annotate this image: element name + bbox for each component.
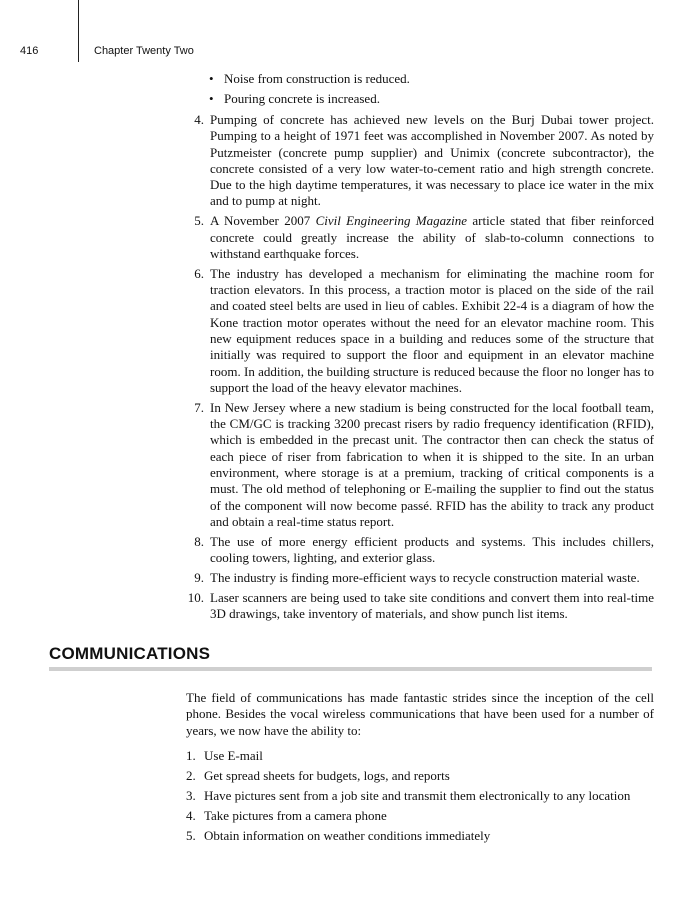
header-divider bbox=[78, 0, 79, 62]
item-number: 2. bbox=[186, 768, 196, 784]
item-number: 4. bbox=[186, 808, 196, 824]
bullet-item bbox=[200, 91, 654, 107]
list-item bbox=[186, 788, 654, 804]
item-number: 3. bbox=[186, 788, 196, 804]
magazine-title: Civil Engineering Magazine bbox=[315, 213, 468, 229]
item-text: In New Jersey where a new stadium is being constructed for the local football team, the CM/GC is tracking 3200 precast risers by radio frequency identification (RFID), which is embedded in the precast unit. The contractor then can check the status of each piece of riser from fabrication to when it is shipped to the site. In an urban environment, where storage is at a premium, tracking of critical components is a must. The old method of telephoning or E-mailing the supplier to find out the status of the component will now become passé. RFID has the ability to track any product and obtain a real-time status report. bbox=[210, 399, 654, 529]
item-text: Obtain information on weather conditions immediately bbox=[204, 828, 491, 844]
item-number: 1. bbox=[186, 748, 196, 763]
bullet-item bbox=[200, 71, 654, 87]
capabilities-list bbox=[186, 748, 654, 848]
list-item bbox=[186, 400, 654, 530]
item-text: Use E-mail bbox=[204, 748, 263, 763]
list-item bbox=[186, 828, 654, 844]
item-number: 9. bbox=[194, 569, 204, 585]
list-item bbox=[186, 748, 654, 764]
list-item bbox=[186, 266, 654, 396]
bullet-icon: • bbox=[209, 91, 214, 107]
item-text: Have pictures sent from a job site and transmit them electronically to any location bbox=[204, 788, 631, 804]
item-text: Pumping of concrete has achieved new levels on the Burj Dubai tower project. Pumping to a height of 1971 feet was accomplished in November 2007. As noted by Putzmeister (concrete pump supplier) and Unimix (concrete subcontractor), the concrete consisted of a very low water-to-cement ratio and high strength concrete. Due to the high daytime temperatures, it was necessary to place ice water in the mix and to pump at night. bbox=[210, 112, 654, 209]
item-text: Laser scanners are being used to take site conditions and convert them into real-time 3D drawings, take inventory of materials, and show punch list items. bbox=[210, 589, 654, 622]
list-item bbox=[186, 590, 654, 623]
section-divider bbox=[49, 667, 652, 671]
list-item bbox=[186, 213, 654, 262]
item-number: 7. bbox=[194, 399, 204, 415]
item-number: 6. bbox=[194, 265, 204, 281]
item-text: A November 2007 bbox=[210, 213, 316, 229]
item-text: The industry has developed a mechanism for eliminating the machine room for traction elevators. In this process, a traction motor is placed on the side of the rail and coated steel belts are used in lieu of cables. Exhibit 22-4 is a diagram of how the Kone traction motor operates without the need for an elevator machine room. This new equipment reduces space in a building and reduces some of the structure that initially was required to support the floor and equipment in an elevator machine room. In addition, the building structure is reduced because the floor no longer has to support the load of the heavy elevator machines. bbox=[210, 265, 654, 395]
bullet-text: Pouring concrete is increased. bbox=[224, 91, 380, 107]
section-heading: COMMUNICATIONS bbox=[49, 644, 211, 663]
list-item bbox=[186, 112, 654, 210]
page-number: 416 bbox=[20, 45, 39, 57]
list-item bbox=[186, 534, 654, 567]
item-number: 10. bbox=[187, 589, 204, 605]
section-paragraph: The field of communications has made fantastic strides since the inception of the cell phone. Besides the vocal wireless communications that have been used for a number of years, we now have the ability to: bbox=[186, 690, 654, 738]
item-number: 8. bbox=[194, 533, 204, 549]
list-item bbox=[186, 768, 654, 784]
bullet-list bbox=[200, 71, 654, 112]
item-text: The use of more energy efficient products and systems. This includes chillers, cooling towers, lighting, and exterior glass. bbox=[210, 533, 654, 566]
item-text: The industry is finding more-efficient ways to recycle construction material waste. bbox=[210, 569, 640, 585]
item-number: 5. bbox=[186, 828, 196, 844]
item-text: Get spread sheets for budgets, logs, and reports bbox=[204, 768, 450, 784]
chapter-title: Chapter Twenty Two bbox=[94, 45, 194, 57]
bullet-text: Noise from construction is reduced. bbox=[224, 71, 410, 86]
item-text: Take pictures from a camera phone bbox=[204, 808, 387, 824]
item-number: 5. bbox=[194, 213, 204, 229]
list-item bbox=[186, 570, 654, 586]
item-text-continued: article stated that fiber reinforced concrete could greatly increase the ability of slab-to-column connections to withstand earthquake forces. bbox=[210, 213, 654, 261]
list-item bbox=[186, 808, 654, 824]
item-number: 4. bbox=[194, 112, 204, 127]
bullet-icon: • bbox=[209, 71, 214, 86]
numbered-list bbox=[186, 112, 654, 626]
